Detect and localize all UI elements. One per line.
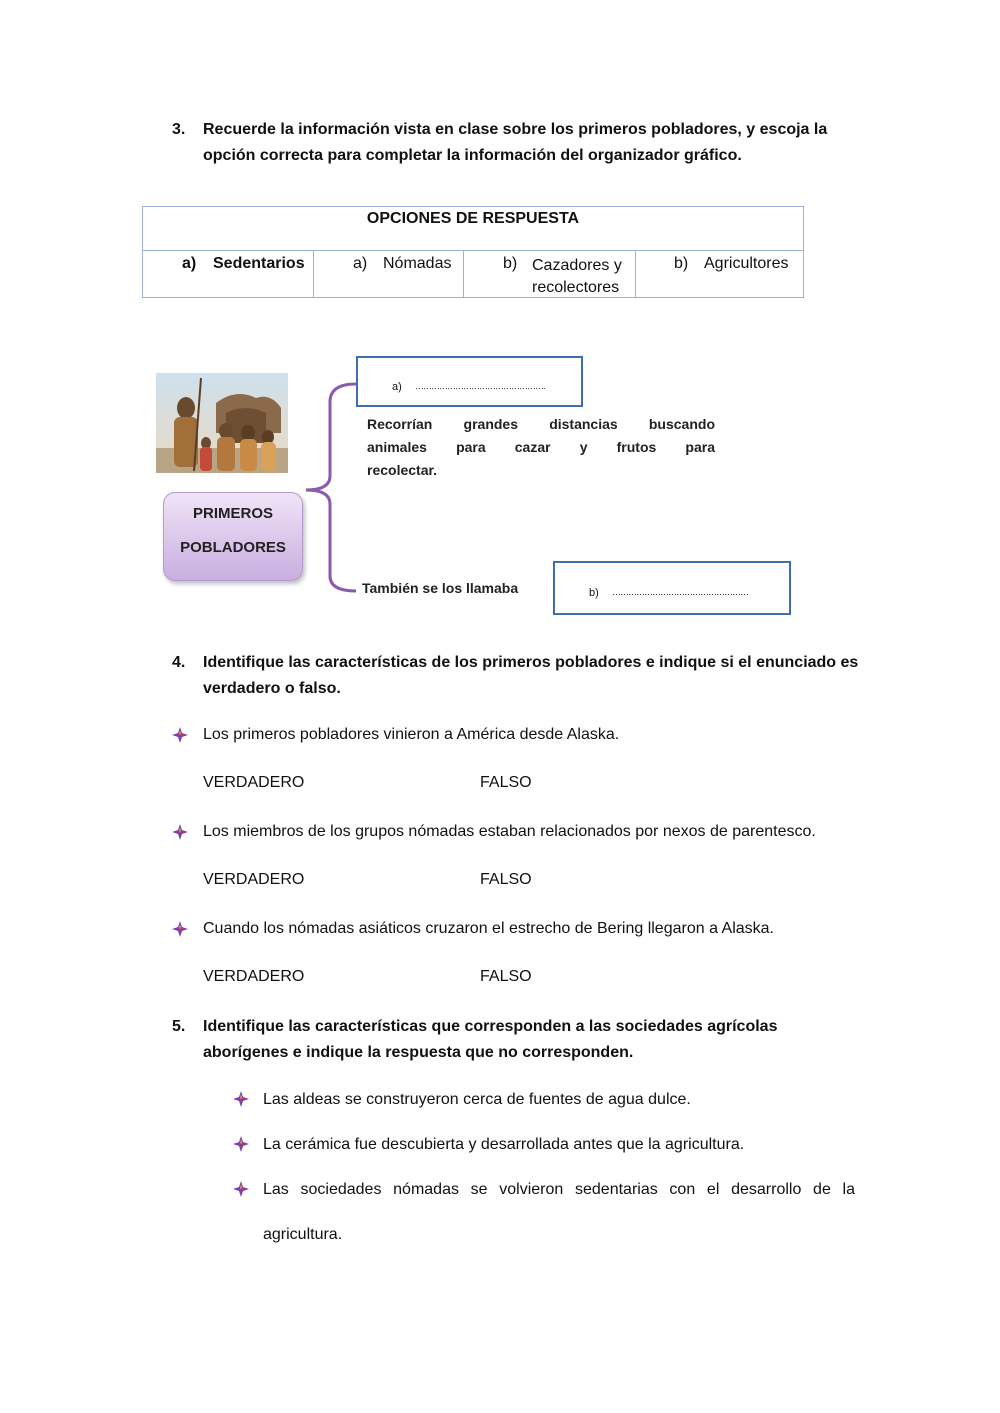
options-header: OPCIONES DE RESPUESTA	[366, 210, 580, 227]
also-called-text: También se los llamaba	[362, 580, 519, 596]
q5-line2: aborígenes e indique la respuesta que no corresponden.	[203, 1044, 634, 1061]
desc-word: grandes	[463, 416, 519, 432]
answer-box-b-dots: ……………………………………………	[612, 587, 748, 597]
organizer-title-line1: PRIMEROS	[192, 505, 273, 522]
option-nomadas[interactable]	[314, 251, 463, 297]
q5-text	[203, 1014, 883, 1066]
bullet-icon	[171, 726, 189, 744]
option-text-line1: Cazadores y	[532, 257, 622, 274]
q3-line1: Recuerde la información vista en clase sobre los primeros pobladores, y escoja la	[203, 121, 828, 138]
organizer-bracket	[300, 380, 360, 600]
option-letter: a)	[353, 255, 368, 272]
q4-text	[203, 650, 903, 702]
q5-item-2[interactable]: La cerámica fue descubierta y desarrollada antes que la agricultura.	[263, 1136, 745, 1153]
description-line3: recolectar.	[367, 462, 438, 478]
option-agricultores[interactable]	[636, 251, 803, 297]
desc-word: distancias	[549, 416, 618, 432]
true-option[interactable]: VERDADERO	[203, 968, 305, 985]
option-cazadores[interactable]	[464, 251, 635, 297]
desc-word: animales	[367, 439, 427, 455]
organizer-title-line2: POBLADORES	[180, 539, 286, 556]
desc-word: frutos	[616, 439, 657, 455]
true-option[interactable]: VERDADERO	[203, 774, 305, 791]
bullet-icon	[232, 1180, 250, 1198]
false-option[interactable]: FALSO	[480, 871, 532, 888]
option-text	[532, 255, 622, 299]
q5-item-3-continued: agricultura.	[263, 1226, 343, 1243]
false-option[interactable]: FALSO	[480, 968, 532, 985]
answer-box-a-dots: ………………………………………….	[415, 381, 545, 391]
desc-word: cazar	[514, 439, 551, 455]
option-text: Agricultores	[704, 255, 789, 272]
q5-item-3[interactable]: Las sociedades nómadas se volvieron sedentarias con el desarrollo de la	[263, 1181, 855, 1198]
statement-2: Los miembros de los grupos nómadas estaban relacionados por nexos de parentesco.	[203, 823, 816, 840]
option-text-line2: recolectores	[532, 279, 620, 296]
option-letter: a)	[182, 255, 197, 272]
q5-line1: Identifique las características que corresponden a las sociedades agrícolas	[203, 1018, 778, 1035]
option-text: Sedentarios	[213, 255, 305, 272]
description-line1	[367, 413, 715, 436]
answer-box-a[interactable]	[356, 356, 583, 407]
bullet-icon	[232, 1090, 250, 1108]
statement-1: Los primeros pobladores vinieron a América desde Alaska.	[203, 726, 620, 743]
bullet-icon	[171, 920, 189, 938]
answer-box-b[interactable]	[553, 561, 791, 615]
option-letter: b)	[674, 255, 689, 272]
first-settlers-illustration	[156, 373, 288, 473]
answer-box-b-label: b)	[589, 587, 599, 599]
q5-number: 5.	[172, 1018, 186, 1035]
q3-number: 3.	[172, 121, 186, 138]
bullet-icon	[232, 1135, 250, 1153]
desc-word: buscando	[648, 416, 715, 432]
organizer-description	[367, 413, 715, 482]
desc-word: y	[579, 439, 588, 455]
description-line2	[367, 436, 715, 459]
q4-line2: verdadero o falso.	[203, 680, 341, 697]
desc-word: para	[456, 439, 486, 455]
true-option[interactable]: VERDADERO	[203, 871, 305, 888]
desc-word: Recorrían	[367, 416, 433, 432]
option-sedentarios[interactable]	[143, 251, 313, 297]
false-option[interactable]: FALSO	[480, 774, 532, 791]
answer-box-a-label: a)	[392, 381, 402, 393]
q3-text	[203, 117, 883, 169]
desc-word: para	[685, 439, 715, 455]
bullet-icon	[171, 823, 189, 841]
q4-line1: Identifique las características de los primeros pobladores e indique si el enunciado es	[203, 654, 859, 671]
organizer-title-box	[163, 492, 303, 581]
option-text: Nómadas	[383, 255, 452, 272]
q5-item-1[interactable]: Las aldeas se construyeron cerca de fuentes de agua dulce.	[263, 1091, 691, 1108]
q3-line2: opción correcta para completar la información del organizador gráfico.	[203, 147, 742, 164]
option-letter: b)	[503, 255, 518, 272]
q4-number: 4.	[172, 654, 186, 671]
options-table	[142, 206, 804, 298]
statement-3: Cuando los nómadas asiáticos cruzaron el estrecho de Bering llegaron a Alaska.	[203, 920, 774, 937]
